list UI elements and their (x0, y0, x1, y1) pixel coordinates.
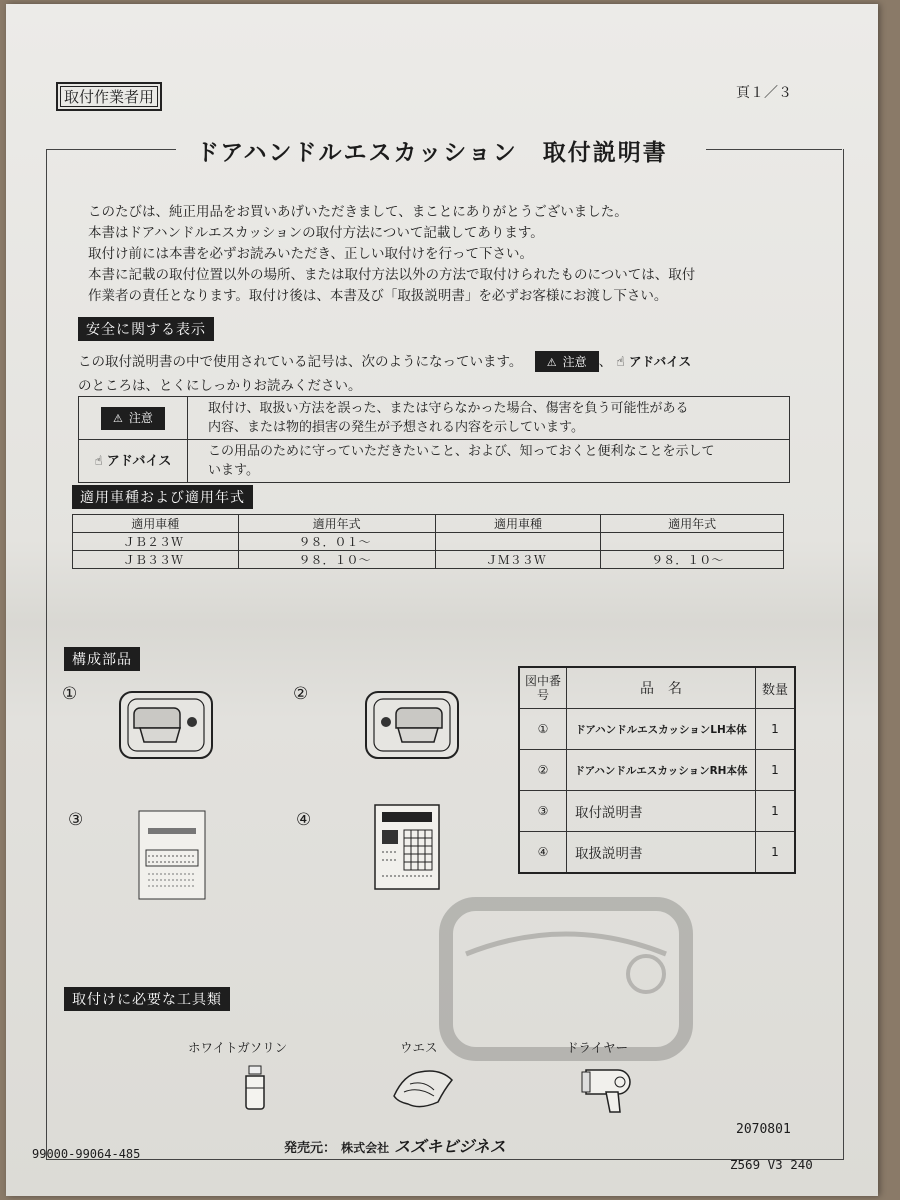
page-number: 頁１／３ (736, 85, 792, 101)
advice-description: この用品のために守っていただきたいこと、および、知っておくと便利なことを示して います。 (188, 440, 790, 483)
escutcheon-lh-illustration (118, 690, 214, 760)
caution-description: 取付け、取扱い方法を誤った、または守らなかった場合、傷害を負う可能性がある 内容、または物的損害の発生が予想される内容を示しています。 (188, 397, 790, 440)
instruction-sheet (6, 4, 878, 1196)
install-manual-illustration (138, 810, 206, 900)
document-title: ドアハンドルエスカッション 取付説明書 (196, 140, 668, 166)
pointing-hand-icon: ☝ (94, 453, 103, 469)
parts-table (518, 666, 796, 874)
white-gasoline-bottle-icon (238, 1064, 272, 1110)
intro-line: 本書に記載の取付位置以外の場所、または取付方法以外の方法で取付けられたものについては、取付 (88, 267, 696, 283)
table-header-row (519, 667, 795, 709)
col-figure-no: 図中番号 (519, 667, 567, 709)
worker-use-label: 取付作業者用 (56, 82, 162, 111)
symbol-table (78, 396, 790, 483)
col-item-name: 品 名 (567, 667, 756, 709)
advice-inline-label: アドバイス (628, 354, 692, 369)
table-row: ＪＢ２３Ｗ ９８．０１〜 (73, 533, 784, 551)
caution-chip: ⚠ 注意 (535, 351, 599, 372)
table-row: ② ドアハンドルエスカッションRH本体 1 (519, 750, 795, 791)
safety-line-2: のところは、とくにしっかりお読みください。 (78, 378, 362, 394)
tool-label: ドライヤー (566, 1040, 629, 1055)
table-header-row (73, 515, 784, 533)
safety-line-1: この取付説明書の中で使用されている記号は、次のようになっています。 (78, 354, 523, 370)
tool-label: ウエス (400, 1040, 438, 1055)
intro-line: このたびは、純正用品をお買いあげいただきまして、まことにありがとうございました。 (88, 204, 628, 220)
figure-label: ③ (68, 810, 84, 830)
parts-heading: 構成部品 (64, 647, 140, 671)
frame-top-right (706, 149, 842, 150)
seller-kabushiki: 株式会社 (341, 1141, 390, 1155)
seller-name: スズキビジネス (394, 1137, 506, 1156)
frame-top-left (46, 149, 176, 150)
warning-triangle-icon: ⚠ (546, 356, 557, 369)
figure-label: ② (293, 684, 309, 704)
safety-heading: 安全に関する表示 (78, 317, 214, 341)
seller-line (284, 1134, 506, 1157)
escutcheon-rh-illustration (364, 690, 460, 760)
caution-symbol-cell (79, 397, 188, 440)
table-row (79, 440, 790, 483)
vehicle-table (72, 514, 784, 569)
tools-heading: 取付けに必要な工具類 (64, 987, 230, 1011)
safety-intro-line: この取付説明書の中で使用されている記号は、次のようになっています。 ⚠ 注意 、 ☝ アドバイス (78, 350, 691, 372)
col-model: 適用車種 (73, 515, 239, 533)
tool-label: ホワイトガソリン (188, 1040, 288, 1055)
warning-triangle-icon: ⚠ (113, 411, 123, 425)
pointing-hand-icon: ☝ (616, 354, 625, 370)
rag-icon (390, 1066, 456, 1110)
intro-line: 作業者の責任となります。取付け後は、本書及び「取扱説明書」を必ずお客様にお渡し下さい。 (88, 288, 668, 304)
print-code: Z569 V3 240 (730, 1157, 813, 1172)
table-row (79, 397, 790, 440)
col-quantity: 数量 (756, 667, 796, 709)
intro-paragraph (88, 202, 808, 307)
col-year: 適用年式 (238, 515, 435, 533)
advice-symbol-cell: ☝ アドバイス (79, 440, 188, 483)
vehicles-heading: 適用車種および適用年式 (72, 485, 253, 509)
owner-manual-illustration (374, 804, 440, 890)
document-code: 2070801 (736, 1122, 791, 1137)
caution-chip: ⚠ 注意 (101, 407, 165, 430)
part-number: 99000-99064-485 (32, 1147, 141, 1161)
col-year: 適用年式 (601, 515, 784, 533)
intro-line: 本書はドアハンドルエスカッションの取付方法について記載してあります。 (88, 225, 544, 241)
intro-line: 取付け前には本書を必ずお読みいただき、正しい取付けを行って下さい。 (88, 246, 533, 262)
table-row: ＪＢ３３Ｗ ９８．１０〜 ＪＭ３３Ｗ ９８．１０〜 (73, 551, 784, 569)
table-row: ① ドアハンドルエスカッションLH本体 1 (519, 709, 795, 750)
table-row: ④ 取扱説明書 1 (519, 832, 795, 874)
figure-label: ① (62, 684, 78, 704)
figure-label: ④ (296, 810, 312, 830)
col-model: 適用車種 (435, 515, 601, 533)
hair-dryer-icon (580, 1064, 636, 1116)
table-row: ③ 取付説明書 1 (519, 791, 795, 832)
seller-prefix: 発売元： (284, 1141, 337, 1156)
